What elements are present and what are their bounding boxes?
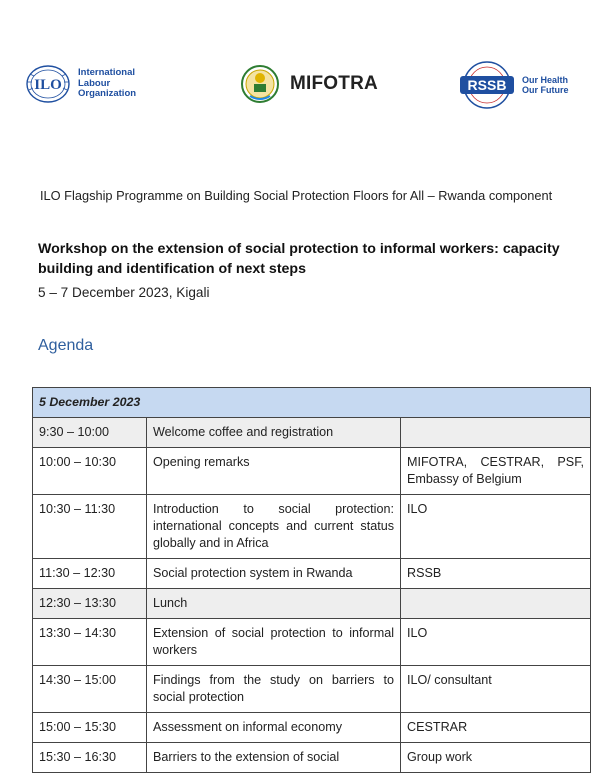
ilo-name-line3: Organization xyxy=(78,88,137,100)
rssb-tagline-1: Our Health xyxy=(522,75,569,85)
rssb-tagline-2: Our Future xyxy=(522,85,569,95)
session-time: 9:30 – 10:00 xyxy=(33,418,147,448)
table-row xyxy=(33,559,591,589)
workshop-date-location: 5 – 7 December 2023, Kigali xyxy=(38,285,210,300)
session-activity: Social protection system in Rwanda xyxy=(147,559,401,589)
session-activity: Lunch xyxy=(147,589,401,619)
session-activity: Assessment on informal economy xyxy=(147,713,401,743)
table-row xyxy=(33,619,591,666)
mifotra-name: MIFOTRA xyxy=(290,73,378,94)
logo-bar xyxy=(0,60,608,116)
session-responsible: ILO xyxy=(401,495,591,559)
day-header: 5 December 2023 xyxy=(33,388,591,418)
session-activity: Welcome coffee and registration xyxy=(147,418,401,448)
rssb-seal-icon xyxy=(458,60,516,110)
session-responsible: RSSB xyxy=(401,559,591,589)
table-row xyxy=(33,743,591,773)
session-responsible: Group work xyxy=(401,743,591,773)
agenda-heading: Agenda xyxy=(38,337,94,354)
session-time: 13:30 – 14:30 xyxy=(33,619,147,666)
session-activity: Introduction to social protection: international concepts and current status globally and in Africa xyxy=(147,495,401,559)
ilo-name-line2: Labour xyxy=(78,77,111,89)
session-time: 14:30 – 15:00 xyxy=(33,666,147,713)
mifotra-logo xyxy=(240,62,378,106)
table-row xyxy=(33,448,591,495)
agenda-table xyxy=(32,387,591,773)
table-row xyxy=(33,713,591,743)
session-activity: Findings from the study on barriers to social protection xyxy=(147,666,401,713)
table-row xyxy=(33,495,591,559)
rwanda-coat-of-arms-icon xyxy=(240,62,280,106)
svg-text:ILO: ILO xyxy=(34,77,62,93)
session-responsible: MIFOTRA, CESTRAR, PSF, Embassy of Belgium xyxy=(401,448,591,495)
session-time: 12:30 – 13:30 xyxy=(33,589,147,619)
table-row xyxy=(33,589,591,619)
rssb-logo xyxy=(458,60,569,110)
ilo-name-line1: International xyxy=(78,67,136,79)
session-responsible xyxy=(401,589,591,619)
ilo-logo xyxy=(24,64,136,104)
day-header-row xyxy=(33,388,591,418)
session-activity: Barriers to the extension of social xyxy=(147,743,401,773)
programme-subtitle: ILO Flagship Programme on Building Social Protection Floors for All – Rwanda component xyxy=(40,188,553,203)
session-activity: Extension of social protection to informal workers xyxy=(147,619,401,666)
session-responsible: ILO xyxy=(401,619,591,666)
session-time: 10:00 – 10:30 xyxy=(33,448,147,495)
svg-text:RSSB: RSSB xyxy=(467,77,507,93)
ilo-emblem-icon xyxy=(24,64,72,104)
workshop-title: Workshop on the extension of social protection to informal workers: capacity building and identification of next steps xyxy=(38,241,560,277)
session-responsible: ILO/ consultant xyxy=(401,666,591,713)
session-activity: Opening remarks xyxy=(147,448,401,495)
session-responsible xyxy=(401,418,591,448)
table-row xyxy=(33,418,591,448)
table-row xyxy=(33,666,591,713)
session-time: 11:30 – 12:30 xyxy=(33,559,147,589)
session-responsible: CESTRAR xyxy=(401,713,591,743)
session-time: 15:30 – 16:30 xyxy=(33,743,147,773)
session-time: 15:00 – 15:30 xyxy=(33,713,147,743)
session-time: 10:30 – 11:30 xyxy=(33,495,147,559)
